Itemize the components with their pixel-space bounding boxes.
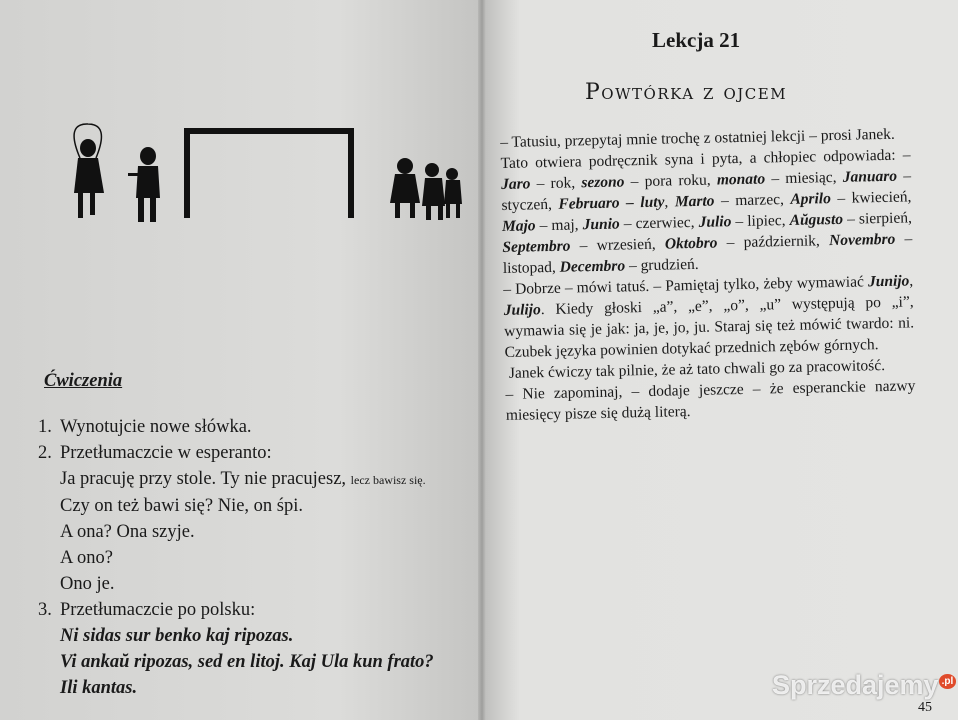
line-text: Ja pracuję przy stole. Ty nie pracujesz, — [60, 469, 351, 489]
exercises-section — [38, 368, 434, 701]
item-number: 1. — [38, 417, 52, 437]
paragraph: – Tatusiu, przepytaj mnie trochę z ostatniej lekcji – prosi Janek. — [500, 125, 895, 151]
item-number: 2. — [38, 443, 52, 463]
item-text: Przetłumaczcie w esperanto: — [60, 443, 272, 463]
exercise-line: Vi ankaŭ ripozas, sed en litoj. Kaj Ula kun frato? — [60, 652, 434, 672]
exercises-title: Ćwiczenia — [44, 371, 123, 391]
exercise-line: A ona? Ona szyje. — [60, 522, 195, 542]
item-number: 3. — [38, 600, 52, 620]
lesson-body — [500, 123, 916, 426]
watermark-suffix: .pl — [939, 674, 957, 689]
exercise-line — [38, 466, 434, 493]
book-gutter — [478, 0, 486, 720]
exercise-line: Ono je. — [60, 574, 115, 594]
exercise-item — [38, 440, 434, 466]
paragraph: – Dobrze – mówi tatuś. – Pamiętaj tylko, żeby wymawiać Junijo, Julijo. Kiedy głoski „a”, „e”, „o”, „u” występują po „i”, wymawia się je jak: ja, je, jo, ju. Staraj się też mówić twardo: ni. Czubek języka powinien dotykać przednich zębów górnych. — [503, 272, 915, 361]
lesson-subtitle: Powtórka z ojcem — [585, 80, 788, 105]
lesson-title: Lekcja 21 — [652, 28, 741, 52]
page-number: 45 — [918, 700, 932, 715]
item-text: Przetłumaczcie po polsku: — [60, 600, 256, 620]
paragraph: – Nie zapominaj, – dodaje jeszcze – że esperanckie nazwy miesięcy pisze się dużą literą. — [505, 377, 916, 424]
exercise-line: Ni sidas sur benko kaj ripozas. — [60, 626, 294, 646]
watermark-logo — [772, 670, 956, 701]
item-text: Wynotujcie nowe słówka. — [60, 417, 252, 437]
watermark-text: Sprzedajemy — [772, 670, 939, 700]
children-playing-illustration — [60, 118, 470, 233]
exercise-item — [38, 597, 434, 623]
exercise-line: Ili kantas. — [60, 678, 138, 698]
exercise-line: Czy on też bawi się? Nie, on śpi. — [60, 496, 304, 516]
line-text-small: lecz bawisz się. — [350, 473, 426, 487]
exercise-item — [38, 414, 434, 440]
paragraph: Tato otwiera podręcznik syna i pyta, a chłopiec odpowiada: – Jaro – rok, sezono – pora roku, monato – miesiąc, Januaro – styczeń, Februaro – luty, Marto – marzec, Aprilo – kwiecień, Majo – maj, Junio – czerwiec, Julio – lipiec, Aŭgusto – sierpień, Septembro – wrzesień, Oktobro – październik, Novembro – listopad, Decembro – grudzień. — [500, 146, 913, 277]
exercise-line: A ono? — [60, 548, 113, 568]
paragraph: Janek ćwiczy tak pilnie, że aż tato chwali go za pracowitość. — [504, 356, 886, 382]
